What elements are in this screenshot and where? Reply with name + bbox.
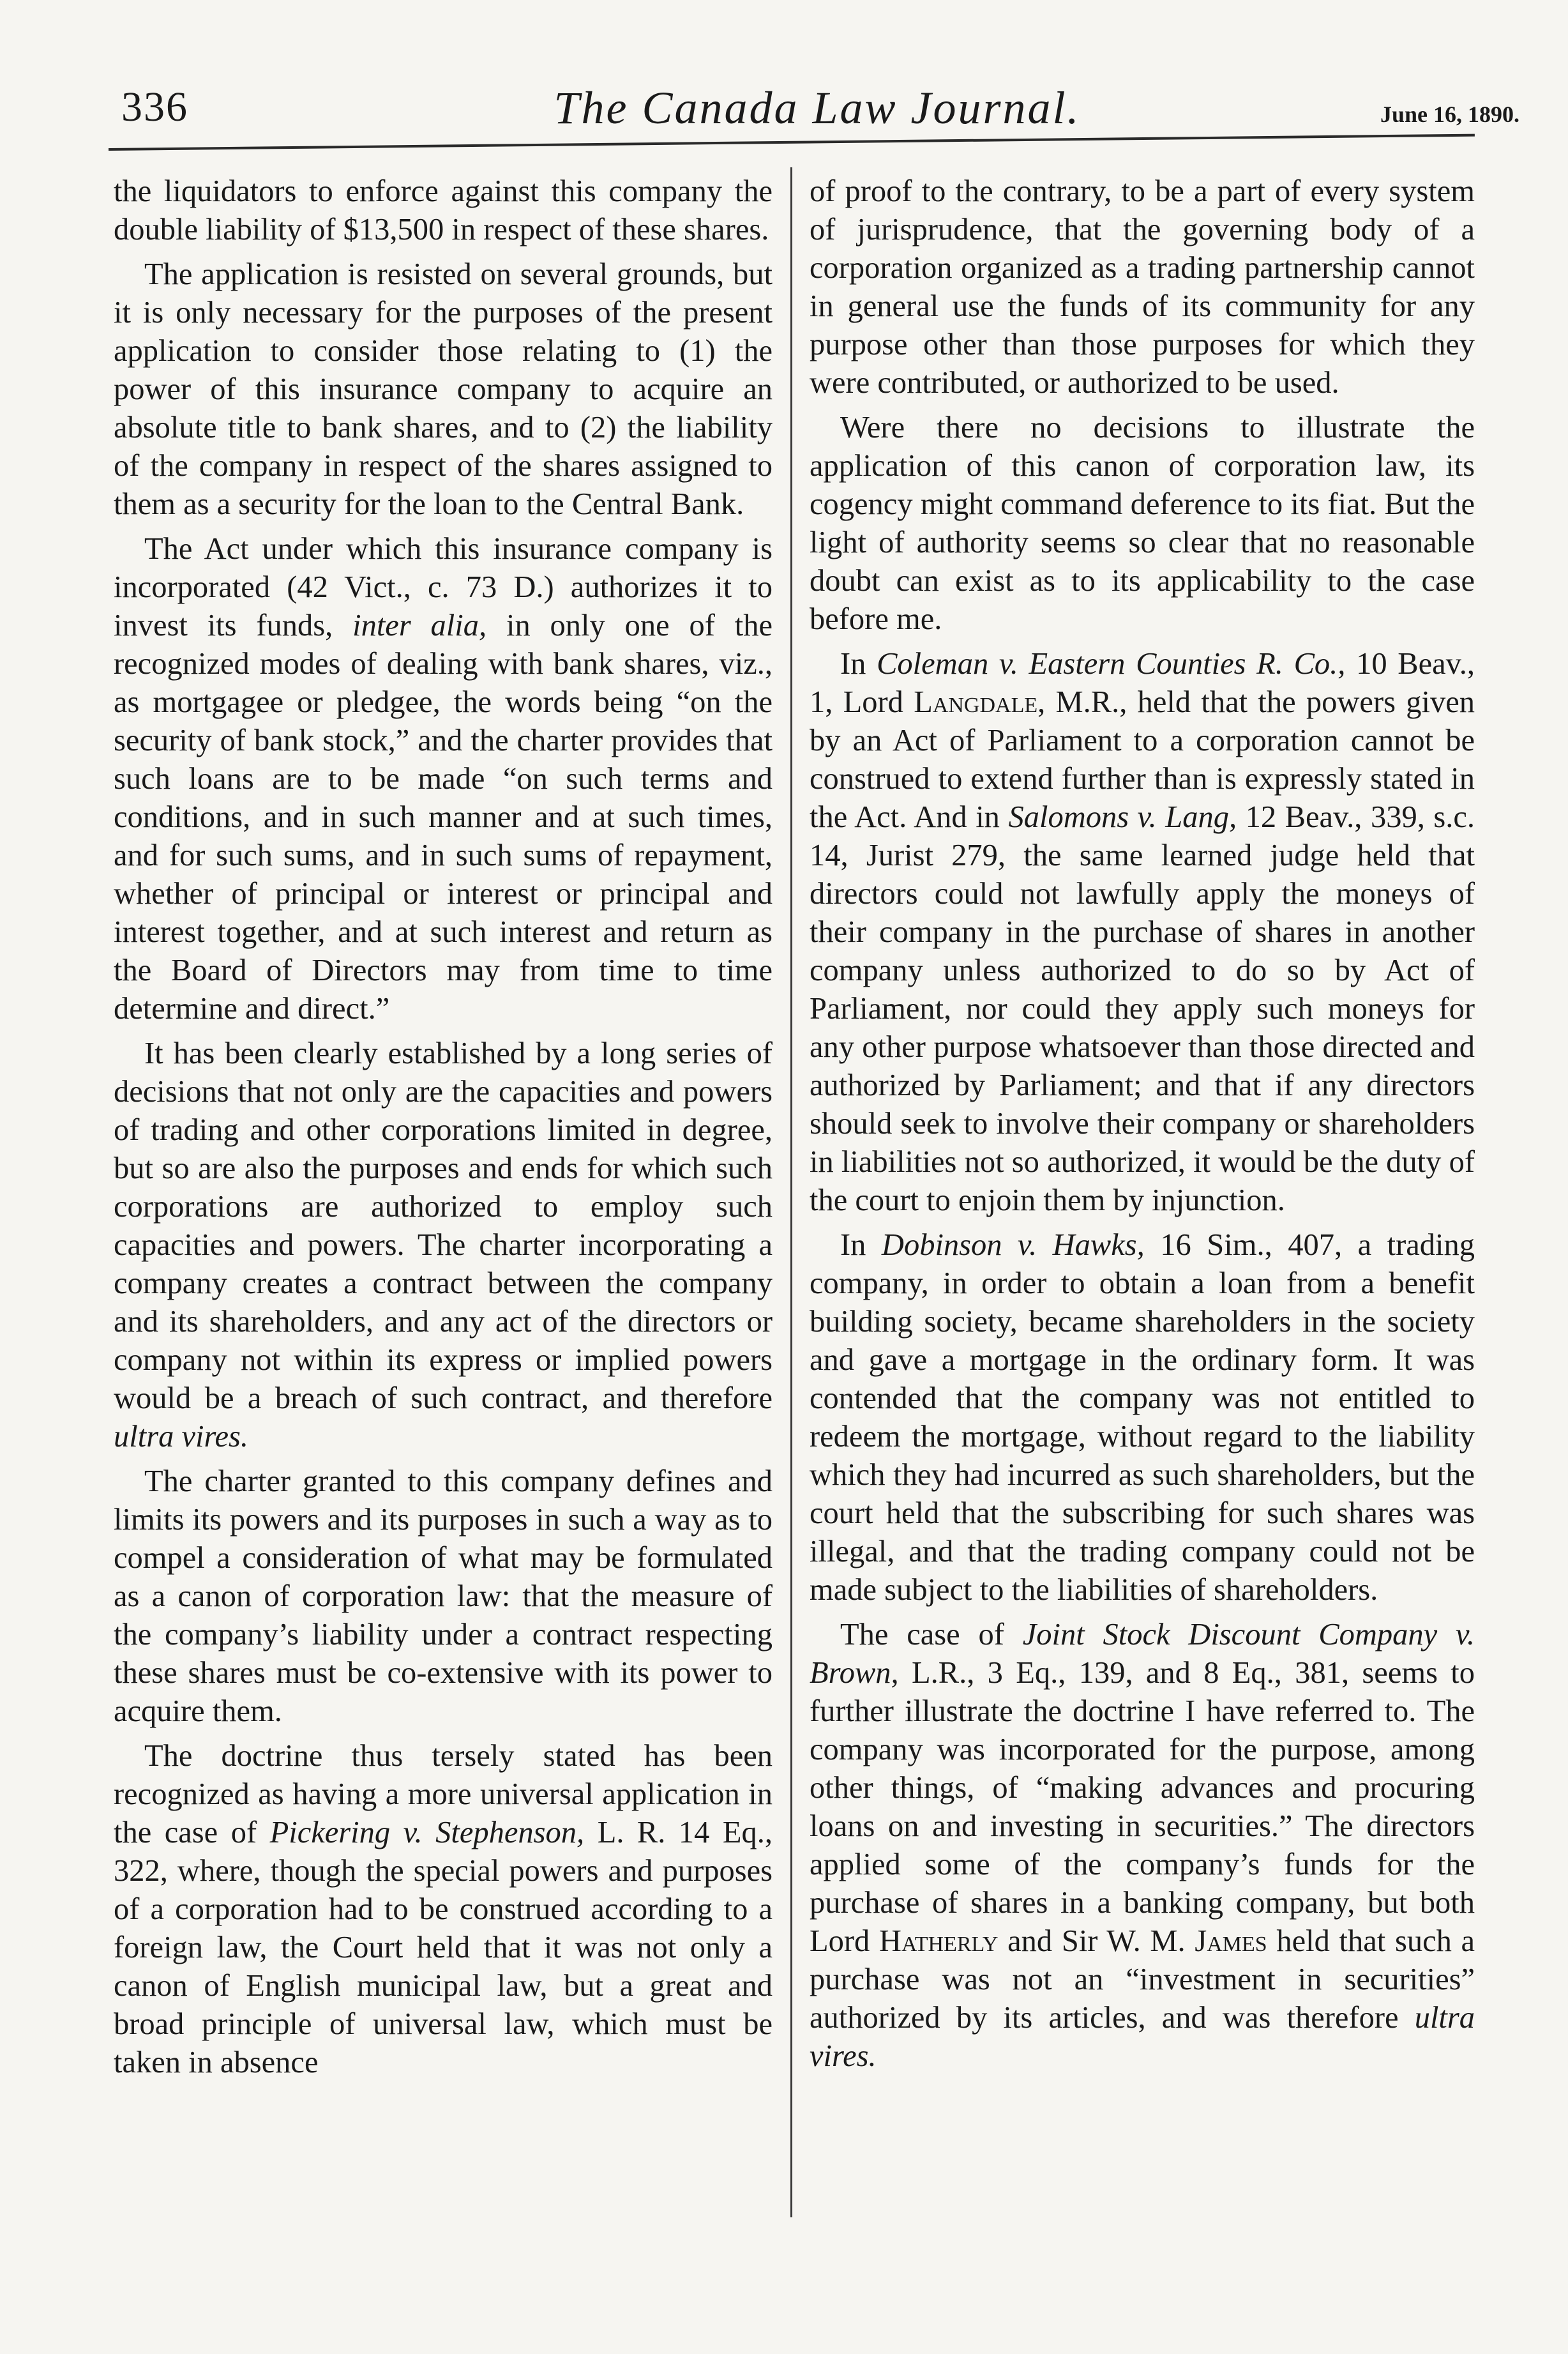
paragraph xyxy=(114,255,773,524)
journal-title: The Canada Law Journal. xyxy=(554,82,1081,133)
paragraph-text: The Act under which this insurance company is incorporated (42 Vict., c. 73 D.) authorizes it to invest its funds, xyxy=(114,532,773,642)
paragraph-text: and Sir W. M. xyxy=(1007,1924,1186,1958)
paragraph-text: The case of xyxy=(840,1618,1004,1652)
page-header xyxy=(109,75,1526,139)
paragraph xyxy=(114,1462,773,1731)
paragraph xyxy=(114,1035,773,1456)
paragraph xyxy=(810,1226,1475,1609)
paragraph-text: in only one of the recognized modes of dealing with bank shares, viz., as mortgagee or pledgee, the words being “on the security of bank stock,” and the charter provides that such loans are to be made “on such terms and conditions, and in such manner and at such times, and for such sums, and in such sums of repayment, whether of principal or interest or principal and interest together, and at such interest and return as the Board of Directors may from time to time determine and direct.” xyxy=(114,609,773,1026)
case-name: Salomons v. Lang, xyxy=(1008,800,1237,834)
case-name: Coleman v. Eastern Counties R. Co., xyxy=(877,647,1346,681)
case-name: Dobinson v. Hawks, xyxy=(881,1228,1145,1262)
right-column xyxy=(810,172,1475,2082)
judge-name: James xyxy=(1195,1924,1267,1958)
paragraph-text: 12 Beav., 339, s.c. 14, Jurist 279, the same learned judge held that directors could not lawfully apply the moneys of their company in the purchase of shares in another company unless authorized to do so by Act of Parliament, nor could they apply such moneys for any other purpose whatsoever than those directed and authorized by Parliament; and that if any directors should seek to involve their company or shareholders in liabilities not so authorized, it would be the duty of the court to enjoin them by injunction. xyxy=(810,800,1475,1217)
paragraph xyxy=(114,530,773,1028)
paragraph-text: The doctrine thus tersely stated has been recognized as having a more universal application in the case of xyxy=(114,1739,773,1849)
paragraph-text: In xyxy=(840,1228,866,1262)
paragraph-text: The charter granted to this company defines and limits its powers and its purposes in such a way as to compel a consideration of what may be formulated as a canon of corporation law: that the measure of the company’s liability under a contract respecting these shares must be co-extensive with its power to acquire them. xyxy=(114,1464,773,1728)
paragraph-text: held that such a purchase was not an “investment in securities” authorized by its articles, and was therefore xyxy=(810,1924,1475,2035)
judge-name: Langdale xyxy=(914,685,1038,719)
judge-name: Hatherly xyxy=(878,1924,999,1958)
paragraph-text: of proof to the contrary, to be a part of every system of jurisprudence, that the governing body of a corporation organized as a trading partnership cannot in general use the funds of its community for any purpose other than those purposes for which they were contributed, or authorized to be used. xyxy=(810,174,1475,400)
case-name: Joint Stock Discount Company v. Brown, xyxy=(810,1618,1475,1690)
paragraph-text: In xyxy=(840,647,866,681)
paragraph xyxy=(810,645,1475,1220)
paragraph xyxy=(114,172,773,249)
paragraph-text: It has been clearly established by a long series of decisions that not only are the capacities and powers of trading and other corporations limited in degree, but so are also the purposes and ends for which such corporations are authorized to employ such capacities and powers. The charter incorporating a company creates a contract between the company and its shareholders, and any act of the directors or company not within its express or implied powers would be a breach of such contract, and therefore xyxy=(114,1037,773,1415)
page-number: 336 xyxy=(121,84,188,130)
latin-phrase: inter alia, xyxy=(352,609,487,642)
paragraph xyxy=(810,409,1475,639)
paragraph-text: L.R., 3 Eq., 139, and 8 Eq., 381, seems to further illustrate the doctrine I have referred to. The company was incorporated for the purpose, among other things, of “making advances and procuring loans on and investing in securities.” The directors applied some of the company’s funds for the purchase of shares in a banking company, but both Lord xyxy=(810,1656,1475,1958)
latin-phrase: ultra vires. xyxy=(810,2001,1475,2073)
paragraph-text: The application is resisted on several grounds, but it is only necessary for the purposes of the present application to consider those relating to (1) the power of this insurance company to acquire an absolute title to bank shares, and to (2) the liability of the company in respect of the shares assigned to them as a security for the loan to the Central Bank. xyxy=(114,257,773,521)
paragraph xyxy=(114,1737,773,2082)
case-name: Pickering v. Stephenson, xyxy=(269,1816,585,1849)
column-divider xyxy=(790,167,792,2217)
paragraph-text: 16 Sim., 407, a trading company, in order to obtain a loan from a benefit building society, became shareholders in the society and gave a mortgage in the ordinary form. It was contended that the company was not entitled to redeem the mortgage, without regard to the liability which they had incurred as such shareholders, but the court held that the subscribing for such shares was illegal, and that the trading company could not be made subject to the liabilities of shareholders. xyxy=(810,1228,1475,1607)
paragraph-text: , M.R., held that the powers given by an Act of Parliament to a corporation cannot be construed to extend further than is expressly stated in the Act. And in xyxy=(810,685,1475,834)
paragraph-text: the liquidators to enforce against this company the double liability of $13,500 in respect of these shares. xyxy=(114,174,773,247)
latin-phrase: ultra vires. xyxy=(114,1420,249,1454)
paragraph xyxy=(810,1616,1475,2076)
paragraph-text: 10 Beav., 1, Lord xyxy=(810,647,1475,719)
paragraph xyxy=(810,172,1475,402)
paragraph-text: L. R. 14 Eq., 322, where, though the special powers and purposes of a corporation had to be construed according to a foreign law, the Court held that it was not only a canon of English municipal law, but a great and broad principle of universal law, which must be taken in absence xyxy=(114,1816,773,2079)
paragraph-text: Were there no decisions to illustrate the application of this canon of corporation law, its cogency might command deference to its fiat. But the light of authority seems so clear that no reasonable doubt can exist as to its applicability to the case before me. xyxy=(810,411,1475,636)
left-column xyxy=(114,172,773,2088)
issue-date: June 16, 1890. xyxy=(1380,102,1519,127)
